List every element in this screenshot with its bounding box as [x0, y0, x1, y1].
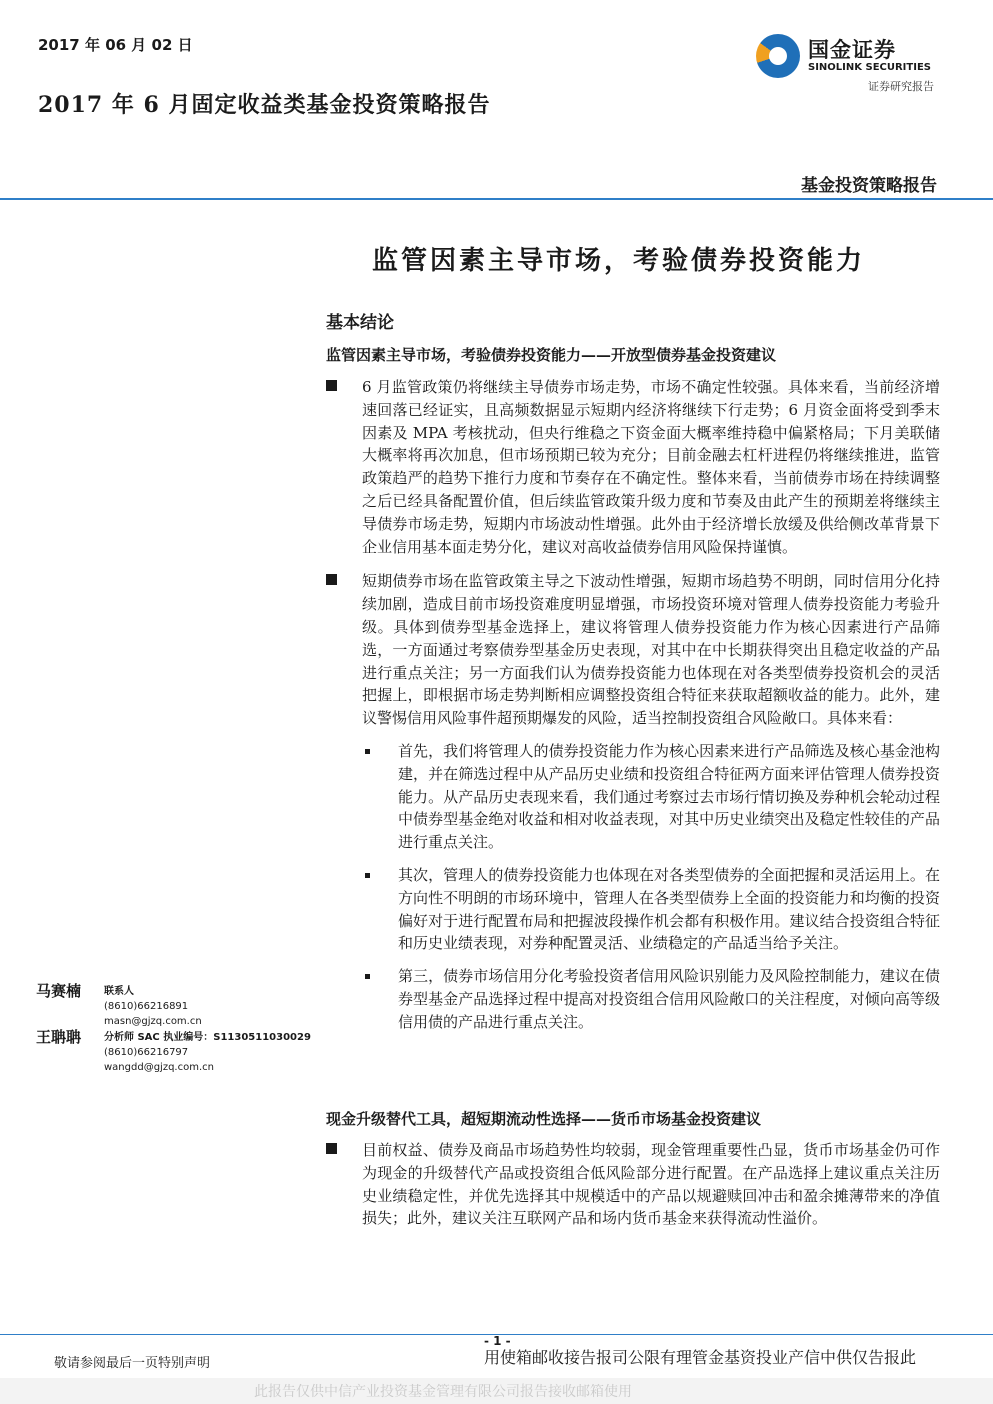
page-number: - 1 - — [484, 1334, 511, 1348]
headline: 监管因素主导市场，考验债券投资能力 — [372, 246, 866, 276]
list-item — [326, 740, 940, 854]
section-body — [326, 376, 940, 1034]
analyst-role: 分析师 SAC 执业编号：S1130511030029 — [104, 1032, 311, 1043]
bullet-text: 6 月监管政策仍将继续主导债券市场走势，市场不确定性较强。具体来看，当前经济增速回落已经证实，且高频数据显示短期内经济将继续下行走势；6 月资金面将受到季末因素及 MPA 考核扰动，但央行维稳之下资金面大概率维持稳中偏紧格局；下月美联储大概率将再次加息，但市场预期已较为充分；目前金融去杠杆进程仍将继续推进，监管政策趋严的趋势下推行力度和节奏存在不确定性。整体来看，当前债券市场在持续调整之后已经具备配置价值，但后续监管政策升级力度和节奏及由此产生的预期差将继续主导债券市场走势，短期内市场波动性增强。此外由于经济增长放缓及供给侧改革背景下企业信用基本面走势分化，建议对高收益债券信用风险保持谨慎。 — [362, 378, 940, 556]
analyst-phone: (8610)66216891 — [104, 1001, 189, 1012]
small-square-bullet-icon — [365, 873, 370, 878]
analyst-email[interactable]: masn@gjzq.com.cn — [104, 1016, 202, 1027]
analyst-name: 王聃聃 — [36, 1028, 82, 1046]
footer-disclaimer: 敬请参阅最后一页特别声明 — [54, 1356, 211, 1371]
bullet-text: 短期债券市场在监管政策主导之下波动性增强，短期市场趋势不明朗，同时信用分化持续加剧，造成目前市场投资难度明显增强，市场投资环境对管理人债券投资能力考验升级。具体到债券型基金选择上，建议将管理人债券投资能力作为核心因素进行产品筛选，一方面通过考察债券型基金历史表现，对其中在中长期获得突出且稳定收益的产品进行重点关注；另一方面我们认为债券投资能力也体现在对各类型债券投资机会的灵活把握上，即根据市场走势判断相应调整投资组合特征来获取超额收益的能力。此外，建议警惕信用风险事件超预期爆发的风险，适当控制投资组合风险敞口。具体来看： — [362, 572, 940, 728]
analyst-role: 联系人 — [104, 986, 134, 997]
sub-bullet-text: 其次，管理人的债券投资能力也体现在对各类型债券的全面把握和灵活运用上。在方向性不明朗的市场环境中，管理人在各类型债券上全面的投资能力和均衡的投资偏好对于进行配置布局和把握波段操作机会都有积极作用。建议结合投资组合特征和历史业绩表现，对券种配置灵活、业绩稳定的产品适当给予关注。 — [398, 865, 940, 953]
logo-subtitle: 证券研究报告 — [868, 80, 934, 93]
logo-mark-icon — [756, 34, 800, 78]
analyst-contact — [104, 984, 202, 1029]
list-item — [326, 965, 940, 1033]
bullet-text: 目前权益、债券及商品市场趋势性均较弱，现金管理重要性凸显，货币市场基金仍可作为现金的升级替代产品或投资组合低风险部分进行配置。在产品选择上建议重点关注历史业绩稳定性，并优先选择其中规模适中的产品以规避赎回冲击和盈余摊薄带来的净值损失；此外，建议关注互联网产品和场内货币基金来获得流动性溢价。 — [362, 1141, 940, 1228]
square-bullet-icon — [326, 380, 337, 391]
logo-name: 国金证券 — [808, 38, 896, 62]
analyst-email[interactable]: wangdd@gjzq.com.cn — [104, 1062, 214, 1073]
sub-bullet-text: 首先，我们将管理人的债券投资能力作为核心因素来进行产品筛选及核心基金池构建，并在筛选过程中从产品历史业绩和投资组合特征两方面来评估管理人债券投资能力。从产品历史表现来看，我们通过考察过去市场行情切换及券种机会轮动过程中债券型基金绝对收益和相对收益表现，对其中历史业绩突出及稳定性较佳的产品进行重点关注。 — [398, 741, 940, 852]
report-title: 2017 年 6 月固定收益类基金投资策略报告 — [38, 92, 491, 118]
section-body — [326, 1139, 940, 1230]
logo-english-name: SINOLINK SECURITIES — [808, 62, 931, 73]
list-item — [326, 1139, 940, 1230]
footer-notice: 用使箱邮收接告报司公限有理管金基资投业产信中供仅告报此 — [484, 1348, 917, 1367]
square-bullet-icon — [326, 1143, 337, 1154]
small-square-bullet-icon — [365, 749, 370, 754]
sub-bullet-text: 第三，债券市场信用分化考验投资者信用风险识别能力及风险控制能力，建议在债券型基金产品选择过程中提高对投资组合信用风险敞口的关注程度，对倾向高等级信用债的产品进行重点关注。 — [398, 967, 940, 1031]
square-bullet-icon — [326, 574, 337, 585]
list-item — [326, 570, 940, 730]
section-heading: 现金升级替代工具，超短期流动性选择——货币市场基金投资建议 — [326, 1110, 762, 1128]
list-item — [326, 376, 940, 558]
small-square-bullet-icon — [365, 974, 370, 979]
list-item — [326, 864, 940, 955]
analyst-contact — [104, 1030, 311, 1075]
analyst-name: 马赛楠 — [36, 982, 82, 1000]
section-heading: 监管因素主导市场，考验债券投资能力——开放型债券基金投资建议 — [326, 346, 777, 364]
report-category: 基金投资策略报告 — [801, 176, 937, 196]
analyst-phone: (8610)66216797 — [104, 1047, 189, 1058]
section-title: 基本结论 — [326, 313, 394, 333]
report-date: 2017 年 06 月 02 日 — [38, 36, 193, 54]
header-divider — [0, 198, 993, 200]
footer-watermark: 此报告仅供中信产业投资基金管理有限公司报告接收邮箱使用 — [254, 1384, 632, 1400]
